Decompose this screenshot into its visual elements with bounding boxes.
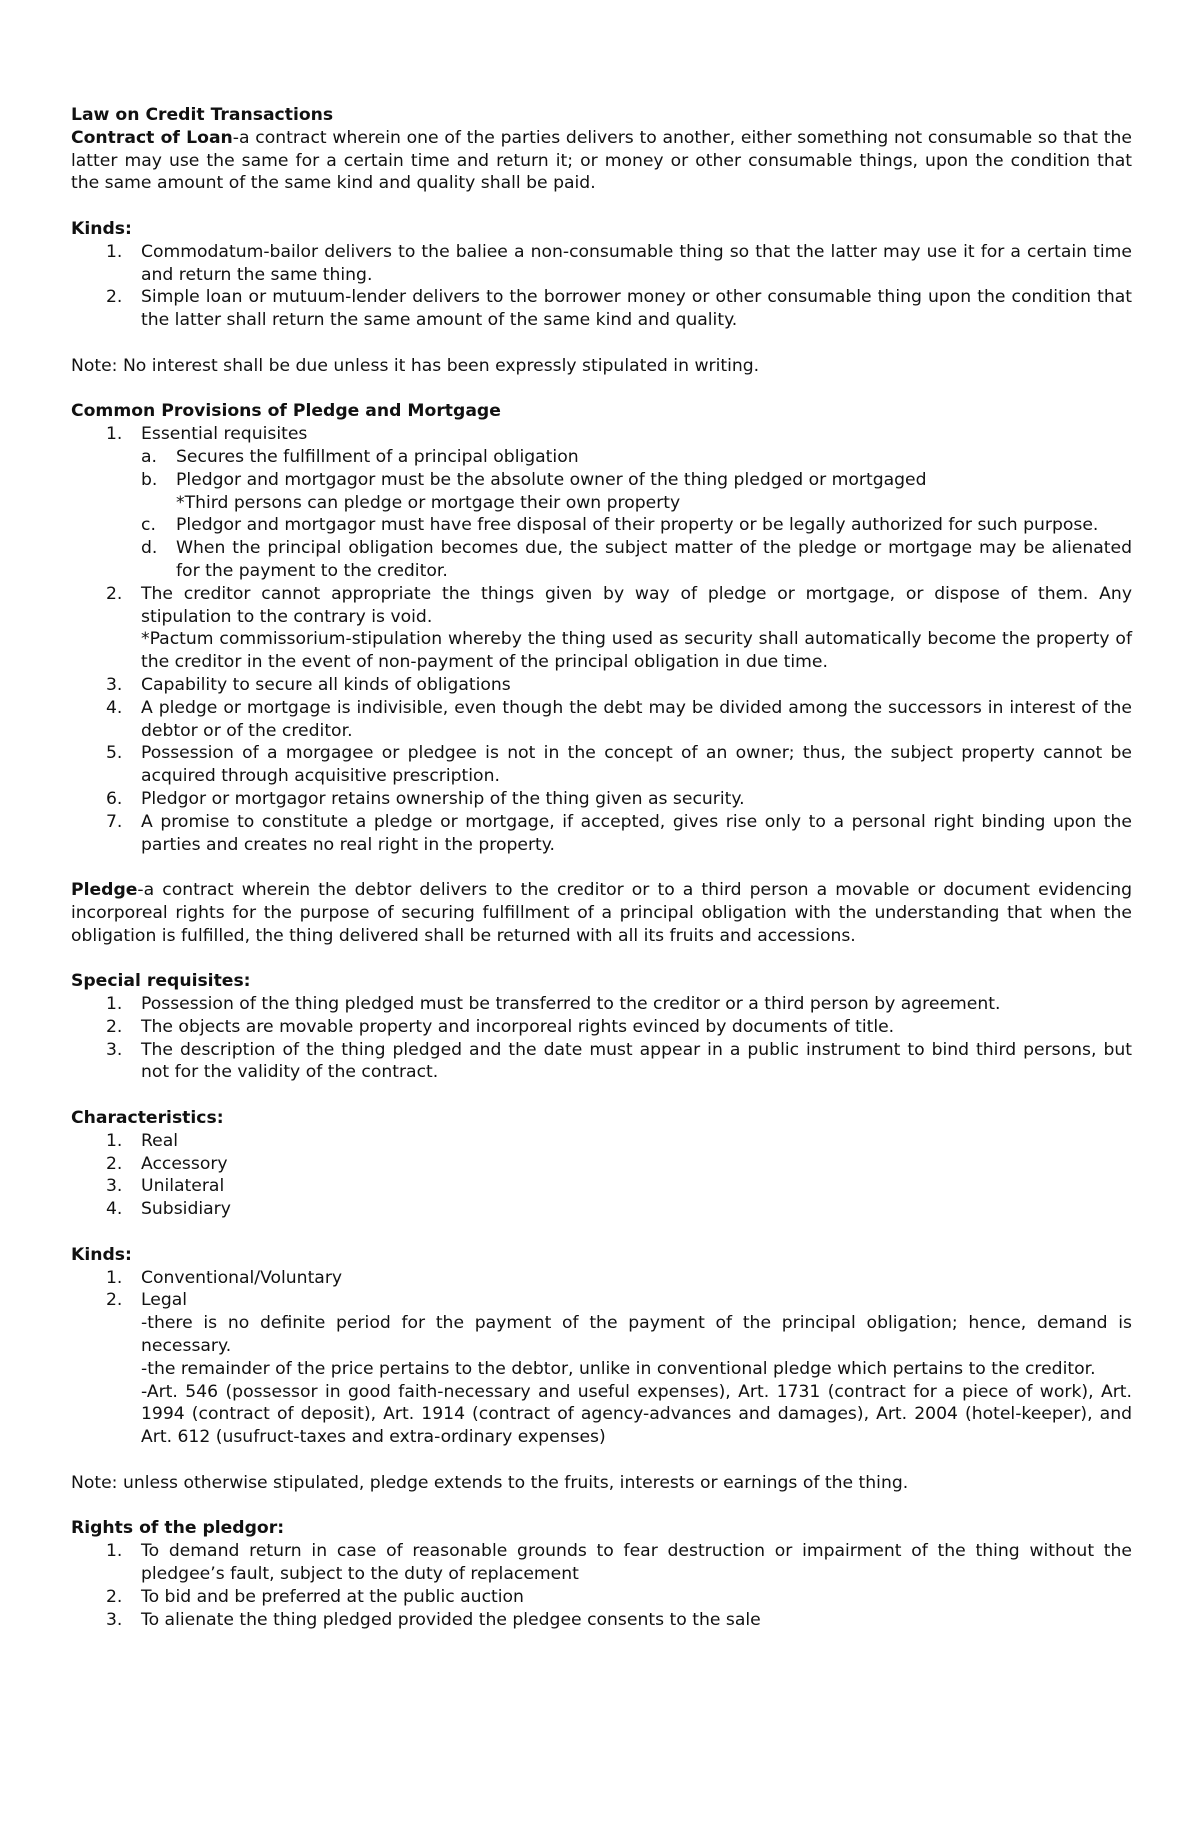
list-item: 2. Legal -there is no definite period for the payment of the payment of the principal obligation; hence, demand is necessary. -the remainder of the price pertains to the debtor, unlike in conventional pledge which pertains to the creditor. -Art. 546 (possessor in good faith-necessary and useful expenses), Art. 1731 (contract for a piece of work), Art. 1994 (contract of deposit), Art. 1914 (contract of agency-advances and damages), Art. 2004 (hotel-keeper), and Art. 612 (usufruct-taxes and extra-ordinary expenses): [106, 1290, 1132, 1448]
common-provisions-heading: Common Provisions of Pledge and Mortgage: [71, 401, 501, 422]
kinds-loan-heading: Kinds:: [71, 218, 132, 239]
rights-pledgor-heading: Rights of the pledgor:: [71, 1518, 285, 1539]
pledge-term: Pledge: [71, 880, 138, 901]
sub-item: d. When the principal obligation becomes due, the subject matter of the pledge or mortgage may be alienated for the payment to the creditor.: [141, 538, 1132, 581]
characteristics-heading: Characteristics:: [71, 1108, 224, 1129]
list-item: 4. A pledge or mortgage is indivisible, even though the debt may be divided among the successors in interest of the debtor or of the creditor.: [106, 697, 1132, 741]
list-item: 5. Possession of a morgagee or pledgee is not in the concept of an owner; thus, the subject property cannot be acquired through acquisitive prescription.: [106, 743, 1132, 787]
legal-note: -the remainder of the price pertains to the debtor, unlike in conventional pledge which pertains to the creditor.: [141, 1358, 1096, 1379]
list-item: 4. Subsidiary: [106, 1199, 231, 1220]
legal-note: -Art. 546 (possessor in good faith-necessary and useful expenses), Art. 1731 (contract for a piece of work), Art. 1994 (contract of deposit), Art. 1914 (contract of agency-advances and damages), Art. 2004 (hotel-keeper), and Art. 612 (usufruct-taxes and extra-ordinary expenses): [141, 1381, 1132, 1448]
sub-item: a. Secures the fulfillment of a principal obligation: [141, 446, 579, 467]
list-item: 3. Capability to secure all kinds of obligations: [106, 674, 511, 695]
characteristics-list: [71, 1130, 1132, 1221]
sub-item: b. Pledgor and mortgagor must be the absolute owner of the thing pledged or mortgaged *Third persons can pledge or mortgage their own property: [141, 469, 927, 513]
list-item: 1. Essential requisites a. Secures the fulfillment of a principal obligation b. Pledgor and mortgagor must be the absolute owner of the thing pledged or mortgaged *Third persons can pledge or mortgage their own property c. Pledgor and mortgagor must have free disposal of their property or be legally authorized for such purpose. d. When the principal obligation becomes due, the subject matter of the pledge or mortgage may be alienated for the payment to the creditor.: [106, 424, 1132, 581]
loan-term: Contract of Loan: [71, 127, 233, 148]
list-item: 2. The objects are movable property and incorporeal rights evinced by documents of title.: [106, 1016, 895, 1037]
list-item: 2. Simple loan or mutuum-lender delivers to the borrower money or other consumable thing upon the condition that the latter shall return the same amount of the same kind and quality.: [106, 287, 1132, 331]
list-item: 1. Real: [106, 1130, 179, 1151]
special-requisites-list: [71, 993, 1132, 1084]
list-item: 7. A promise to constitute a pledge or mortgage, if accepted, gives rise only to a personal right binding upon the parties and creates no real right in the property.: [106, 811, 1132, 855]
list-item: 1. Conventional/Voluntary: [106, 1267, 343, 1288]
kinds-loan-list: [71, 241, 1132, 332]
sub-item: c. Pledgor and mortgagor must have free disposal of their property or be legally authorized for such purpose.: [141, 515, 1099, 536]
loan-definition: Contract of Loan-a contract wherein one of the parties delivers to another, either something not consumable so that the latter may use the same for a certain time and return it; or money or other consumable things, upon the condition that the same amount of the same kind and quality shall be paid.: [71, 127, 1133, 194]
special-requisites-heading: Special requisites:: [71, 971, 251, 992]
list-item: 1. Possession of the thing pledged must be transferred to the creditor or a third person by agreement.: [106, 994, 1001, 1015]
kinds-pledge-heading: Kinds:: [71, 1244, 132, 1265]
list-item: 1. To demand return in case of reasonable grounds to fear destruction or impairment of the thing without the pledgee’s fault, subject to the duty of replacement: [106, 1541, 1132, 1584]
list-item: 1. Commodatum-bailor delivers to the baliee a non-consumable thing so that the latter may use it for a certain time and return the same thing.: [106, 241, 1132, 285]
list-item: 6. Pledgor or mortgagor retains ownership of the thing given as security.: [106, 788, 745, 809]
list-item: 2. The creditor cannot appropriate the things given by way of pledge or mortgage, or dispose of them. Any stipulation to the contrary is void. *Pactum commissorium-stipulation whereby the thing used as security shall automatically become the property of the creditor in the event of non-payment of the principal obligation in due time.: [106, 583, 1132, 673]
document-page: [71, 104, 1132, 1631]
list-item: 2. Accessory: [106, 1153, 228, 1174]
legal-note: -there is no definite period for the payment of the payment of the principal obligation; hence, demand is necessary.: [141, 1313, 1132, 1357]
list-item: 2. To bid and be preferred at the public auction: [106, 1586, 524, 1607]
document-title: Law on Credit Transactions: [71, 105, 334, 125]
common-provisions-list: [71, 423, 1132, 856]
kinds-pledge-list: [71, 1267, 1132, 1449]
list-item: 3. Unilateral: [106, 1176, 225, 1197]
pledge-definition: Pledge-a contract wherein the debtor delivers to the creditor or to a third person a movable or document evidencing incorporeal rights for the purpose of securing fulfillment of a principal obligation with the understanding that when the obligation is fulfilled, the thing delivered shall be returned with all its fruits and accessions.: [71, 880, 1132, 946]
note-fruits: Note: unless otherwise stipulated, pledge extends to the fruits, interests or earnings of the thing.: [71, 1472, 909, 1493]
rights-pledgor-list: [71, 1540, 1132, 1631]
note-interest: Note: No interest shall be due unless it has been expressly stipulated in writing.: [71, 355, 760, 376]
list-item: 3. The description of the thing pledged and the date must appear in a public instrument to bind third persons, but not for the validity of the contract.: [106, 1039, 1132, 1083]
list-item: 3. To alienate the thing pledged provided the pledgee consents to the sale: [106, 1609, 761, 1630]
